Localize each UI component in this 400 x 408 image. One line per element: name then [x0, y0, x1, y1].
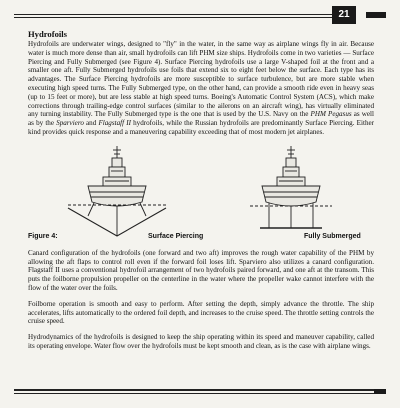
- intro-text: as well as by the: [28, 110, 375, 128]
- intro-text: hydrofoils, while the Russian hydrofoils are predominantly Surface Piercing. Either kind provides quick response and a maneuvering capability exceeding that of most modern jet airplanes.: [28, 119, 374, 136]
- label-surface-piercing: Surface Piercing: [148, 232, 204, 240]
- bottom-rule-line: [14, 389, 374, 391]
- footer-tab-mark: [374, 389, 386, 394]
- top-rule-line: [14, 14, 332, 15]
- paragraph-hydrodynamics: Hydrodynamics of the hydrofoils is designed to keep the ship operating within its speed and maneuver capability, called its operating envelope. Water flow over the hydrofoils must be kept smooth and clean, as is the case with airplane wings.: [28, 333, 374, 350]
- label-fully-submerged: Fully Submerged: [304, 232, 361, 240]
- section-heading: Hydrofoils: [28, 29, 67, 39]
- page-content: [28, 29, 374, 351]
- fully-submerged-ship-drawing: [250, 146, 332, 228]
- page-number: 21: [332, 6, 356, 24]
- paragraph-intro: [28, 40, 374, 137]
- figure-caption: Figure 4:: [28, 232, 58, 240]
- intro-text: and: [83, 119, 99, 128]
- header-tab-mark: [366, 12, 386, 18]
- paragraph-canard: Canard configuration of the hydrofoils (one forward and two aft) improves the rough water capability of the PHM by allowing the aft flaps to control roll even if the forward foil loses lift. Sparviero also utilizes a canard configuration. Flagstaff II uses a conventional hydrofoil arrangement of two hydrofoils paired forward, and one aft at the transom. This puts the foilborne propulsion propeller on the centerline in the water where the propeller wake cannot interfere with the flow of the water over the foils.: [28, 248, 374, 292]
- figure-4: [28, 144, 374, 246]
- ship-name-sparviero: Sparviero: [56, 119, 84, 128]
- top-rule: [14, 14, 386, 18]
- hydrofoil-diagram: [28, 144, 374, 246]
- bottom-rule: [14, 389, 386, 395]
- top-rule-line: [14, 17, 332, 18]
- ship-name-flagstaff: Flagstaff II: [98, 119, 131, 128]
- surface-piercing-ship-drawing: [68, 146, 168, 236]
- ship-name-pegasus: PHM Pegasus: [310, 110, 352, 119]
- bottom-rule-line: [14, 393, 374, 394]
- paragraph-foilborne: Foilborne operation is smooth and easy to perform. After setting the depth, simply advance the throttle. The ship accelerates, lifts automatically to the ordered foil depth, and increases to the cruise speed. The throttle setting controls the cruise speed.: [28, 299, 374, 326]
- intro-text: Hydrofoils are underwater wings, designed to "fly" in the water, in the same way as airplane wings fly in air. Because water is much more dense than air, small hydrofoils can lift PHM size ships. Hydrofoils come in two varieties — Surface Piercing and Fully Submerged (see Figure 4). Surface Piercing hydrofoils use a large V-shaped foil at the front and a smaller one aft. Fully Submerged hydrofoils use foils that extend six to eight feet below the surface. Each type has its advantages. The Surface Piercing hydrofoils are more susceptible to surface turbulence, but are more stable when executing high speed turns. The Fully Submerged type, on the other hand, can provide a smooth ride even in heavy seas (up to 15 feet or more), but are less stable at high speed turns. Boeing's Automatic Control System (ACS), which make corrections through trailing-edge control surfaces (similar to the ailerons on an aircraft wing), has virtually eliminated any turning instability. The Fully Submerged type is the one that is used by the U.S. Navy on the: [28, 40, 374, 119]
